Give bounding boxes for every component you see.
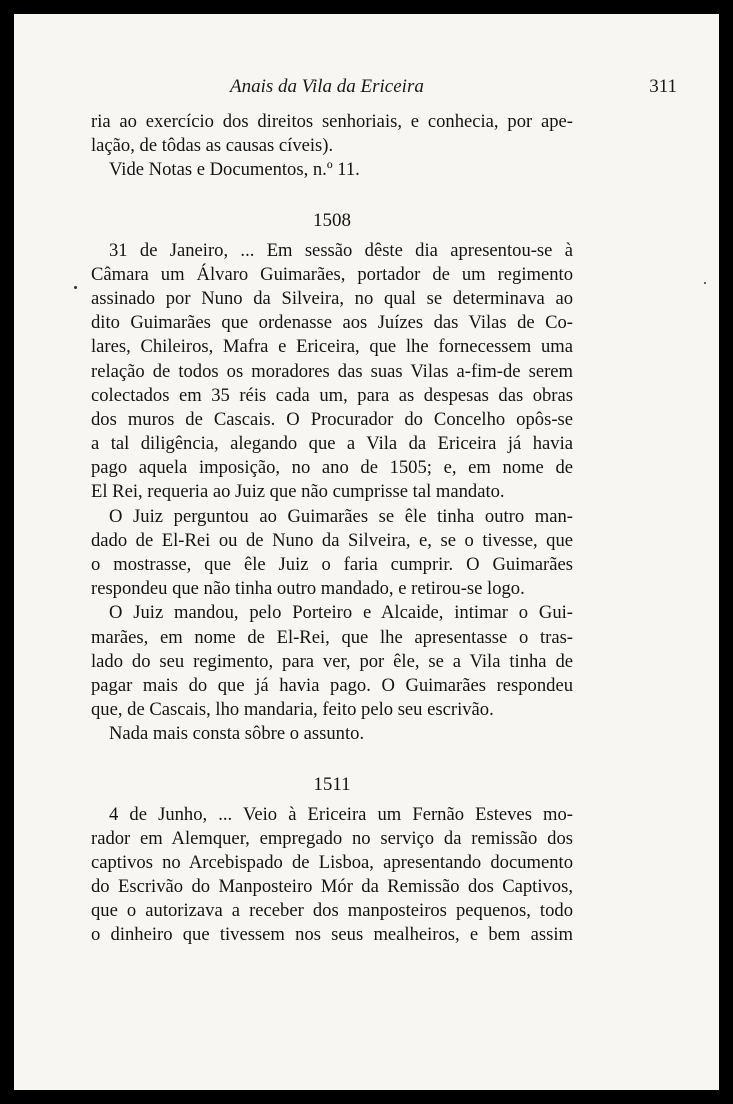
text-line: relação de todos os moradores das suas Vilas a-fim-de serem: [91, 360, 573, 382]
text-line: dito Guimarães que ordenasse aos Juízes das Vilas de Co-: [91, 312, 573, 334]
text-line: pago aquela imposição, no ano de 1505; e, em nome de: [91, 457, 573, 479]
text-line: ria ao exercício dos direitos senhoriais, e conhecia, por ape-: [91, 111, 573, 132]
year-heading: 1511: [313, 773, 351, 795]
paragraph: [91, 601, 573, 722]
text-line: lado do seu regimento, para ver, por êle, se a Vila tinha de: [91, 650, 573, 672]
paragraph: [91, 505, 573, 602]
scan-speck: [74, 286, 77, 289]
text-line: O Juiz mandou, pelo Porteiro e Alcaide, intimar o Gui-: [109, 602, 573, 624]
paragraph: [91, 158, 573, 182]
text-line: Vide Notas e Documentos, n.º 11.: [109, 159, 360, 181]
paragraph: [91, 239, 573, 505]
text-line: o dinheiro que tivessem nos seus mealheiros, e bem assim: [91, 924, 573, 946]
text-line: do Escrivão do Manposteiro Mór da Remissão dos Captivos,: [91, 876, 573, 898]
book-page: [14, 14, 719, 1090]
text-line: O Juiz perguntou ao Guimarães se êle tinha outro man-: [109, 505, 573, 527]
text-line: que, de Cascais, lho mandaria, feito pelo seu escrivão.: [91, 699, 494, 721]
paragraph: [91, 803, 573, 948]
paragraph: [91, 110, 573, 158]
text-line: dado de El-Rei ou de Nuno da Silveira, e, se o tivesse, que: [91, 529, 573, 551]
text-line: o mostrasse, que êle Juiz o faria cumprir. O Guimarães: [91, 554, 573, 575]
body-text: [91, 110, 573, 948]
text-line: Nada mais consta sôbre o assunto.: [109, 723, 365, 745]
paragraph: [91, 722, 573, 746]
text-line: captivos no Arcebispado de Lisboa, apresentando documento: [91, 851, 573, 873]
text-line: respondeu que não tinha outro mandado, e retirou-se logo.: [91, 578, 525, 600]
text-line: a tal diligência, alegando que a Vila da Ericeira já havia: [91, 433, 573, 455]
text-line: El Rei, requeria ao Juiz que não cumprisse tal mandato.: [91, 481, 505, 503]
text-line: colectados em 35 réis cada um, para as despesas das obras: [91, 384, 573, 406]
text-line: marães, em nome de El-Rei, que lhe apresentasse o tras-: [91, 626, 573, 648]
scan-speck: [704, 282, 706, 284]
text-line: lares, Chileiros, Mafra e Ericeira, que lhe fornecessem uma: [91, 336, 573, 358]
running-header: [14, 76, 719, 104]
text-line: Câmara um Álvaro Guimarães, portador de um regimento: [91, 263, 573, 285]
page-number: 311: [649, 76, 677, 97]
text-line: 31 de Janeiro, ... Em sessão dêste dia apresentou-se à: [109, 239, 573, 261]
text-line: que o autorizava a receber dos manposteiros pequenos, todo: [91, 900, 573, 922]
text-line: pagar mais do que já havia pago. O Guimarães respondeu: [91, 674, 573, 696]
text-line: assinado por Nuno da Silveira, no qual se determinava ao: [91, 287, 573, 309]
text-line: dos muros de Cascais. O Procurador do Concelho opôs-se: [91, 408, 573, 430]
text-line: lação, de tôdas as causas cíveis).: [91, 135, 334, 157]
header-title: Anais da Vila da Ericeira: [230, 76, 424, 97]
text-line: rador em Alemquer, empregado no serviço da remissão dos: [91, 827, 573, 849]
text-line: 4 de Junho, ... Veio à Ericeira um Fernão Esteves mo-: [109, 803, 573, 825]
year-heading: 1508: [313, 209, 351, 231]
